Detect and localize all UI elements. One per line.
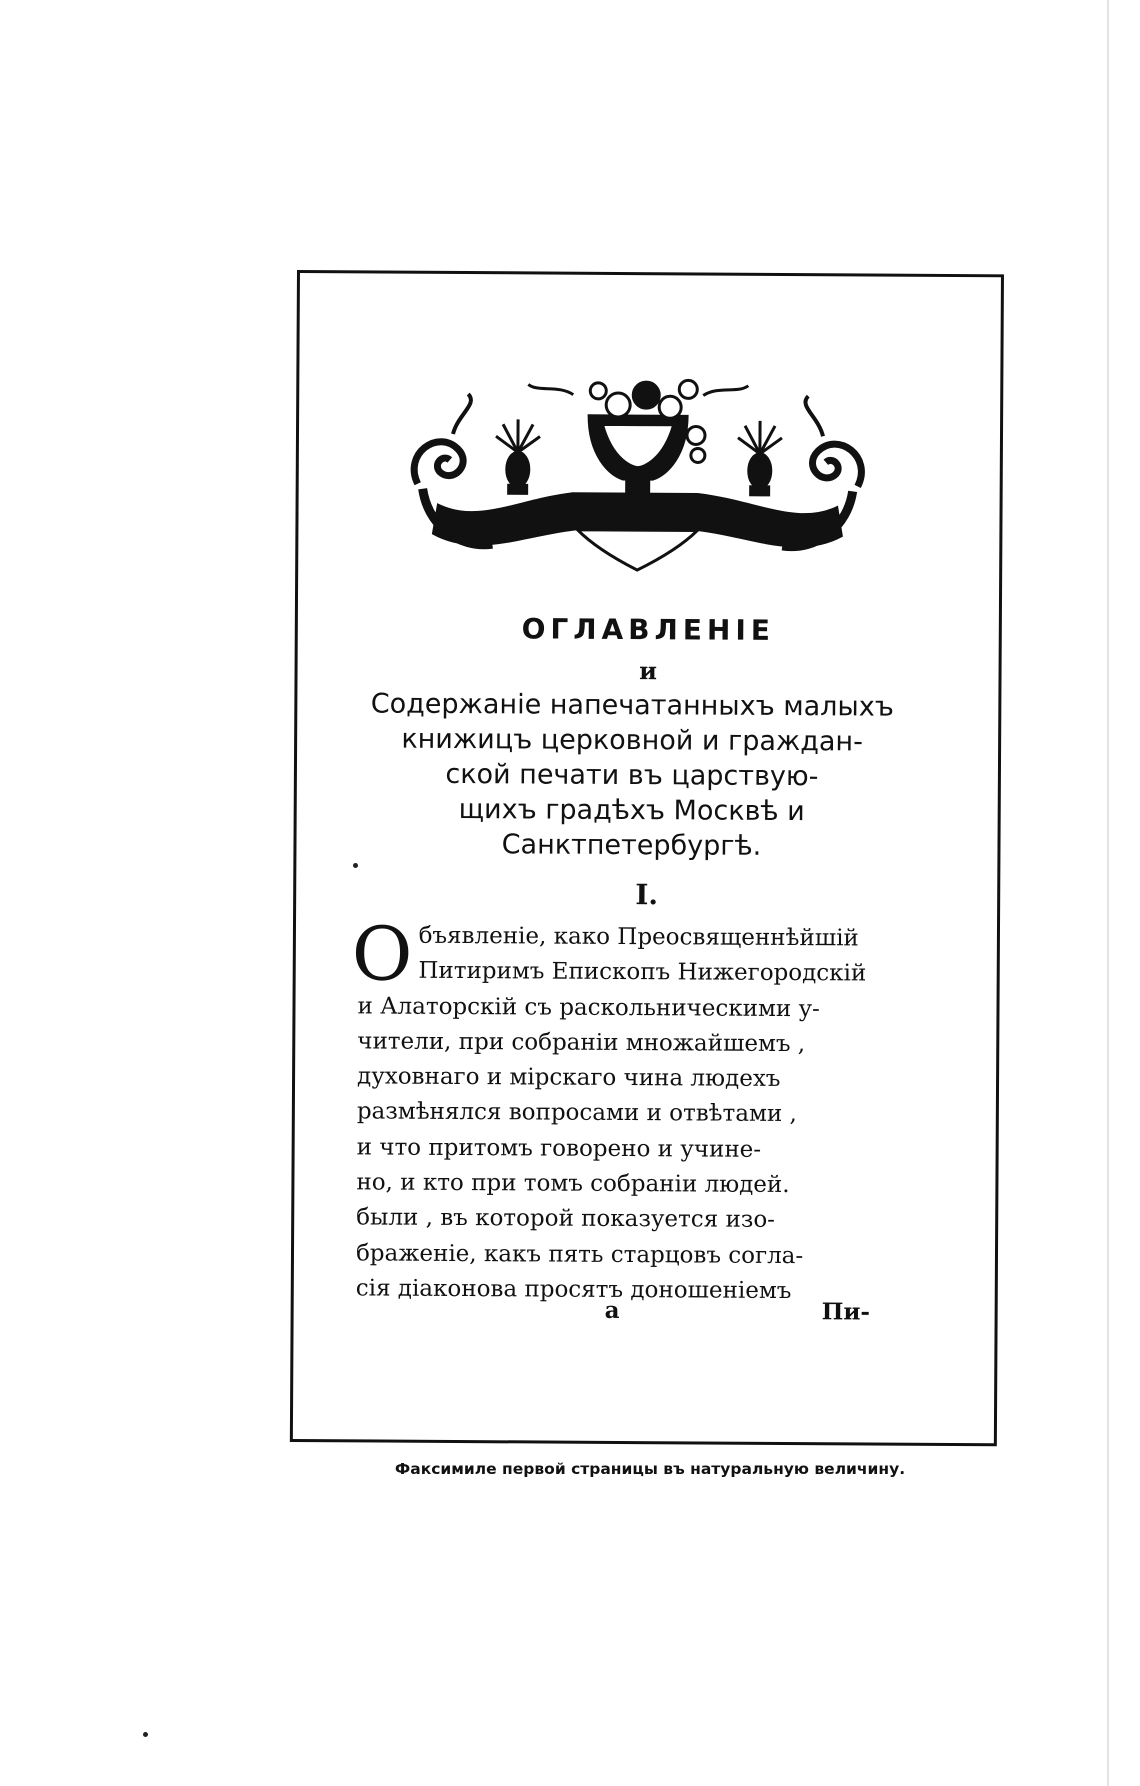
text-line: и что притомъ говорено и учине-	[356, 1134, 762, 1163]
text-line: были , въ которой показуется изо-	[356, 1204, 776, 1234]
ink-speck	[143, 1732, 148, 1737]
book-title: ОГЛАВЛЕНІЕ	[521, 612, 776, 647]
floral-urn-headpiece-icon	[397, 374, 878, 597]
facsimile-caption: Факсимиле первой страницы въ натуральную величину.	[394, 1460, 906, 1478]
text-line: Питиримъ Епископъ Нижегородскій	[418, 958, 867, 987]
subtitle-line: щихъ градѣхъ Москвѣ и	[458, 793, 805, 828]
page-edge-shadow	[1107, 0, 1109, 1786]
section-numeral: I.	[635, 878, 659, 912]
signature-mark: а	[604, 1296, 620, 1324]
text-line: чители, при собраніи множайшемъ ,	[357, 1028, 806, 1058]
text-line: духовнаго и мірскаго чина людехъ	[356, 1063, 781, 1093]
text-line: сія діаконова просятъ доношеніемъ	[355, 1275, 792, 1305]
text-line: и Алаторскій съ раскольническими у-	[357, 992, 820, 1022]
subtitle-line: ской печати въ царствую-	[445, 758, 819, 793]
subtitle-line: Санктпетербургѣ.	[501, 829, 762, 862]
book-subtitle	[351, 686, 912, 864]
facsimile-page-frame	[290, 270, 1004, 1446]
subtitle-line: книжицъ церковной и граждан-	[401, 723, 863, 758]
catchword: Пи-	[821, 1298, 871, 1326]
text-line: но, и кто при томъ собраніи людей.	[356, 1169, 790, 1199]
subtitle-line: Содержаніе напечатанныхъ малыхъ	[370, 688, 894, 723]
text-line: бъявленіе, како Преосвященнѣйшій	[418, 922, 859, 952]
entry-text	[351, 911, 918, 1310]
title-conjunction: и	[639, 656, 658, 686]
text-line: браженіе, какъ пять старцовъ согла-	[355, 1240, 804, 1269]
text-line: размѣнялся вопросами и отвѣтами ,	[356, 1098, 797, 1128]
drop-cap: О	[351, 911, 413, 998]
